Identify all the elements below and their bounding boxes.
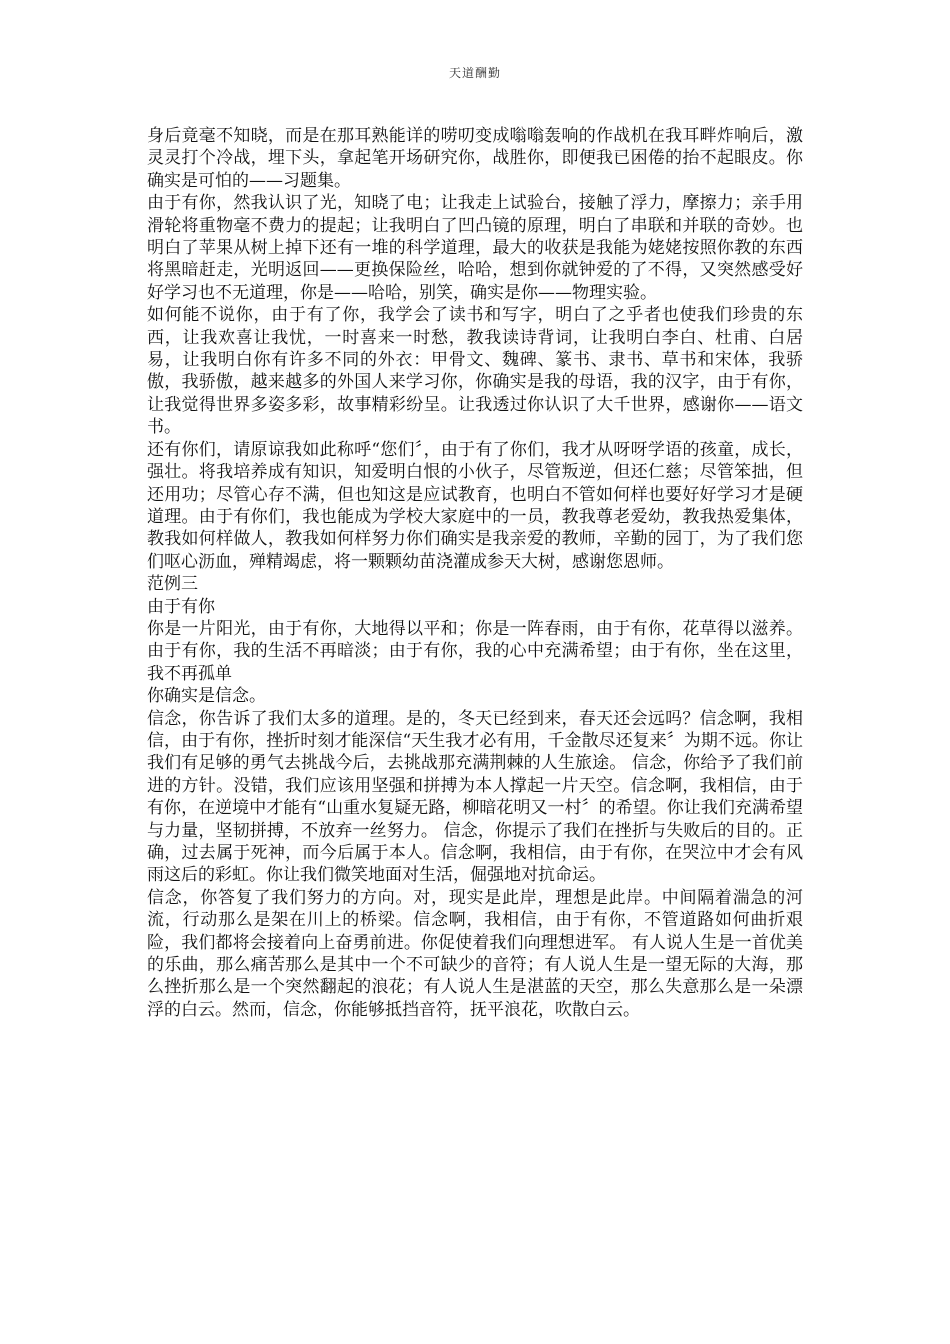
paragraph-exercise-book: 身后竟毫不知晓，而是在那耳熟能详的唠叨变成嗡嗡轰响的作战机在我耳畔炸响后，激灵灵打个冷战，埋下头，拿起笔开场研究你，战胜你，即便我已困倦的抬不起眼皮。你确实是可怕的——习题集。 (147, 126, 803, 191)
paragraph-belief-direction: 信念，你答复了我们努力的方向。对，现实是此岸，理想是此岸。中间隔着湍急的河流，行动那么是架在川上的桥梁。信念啊，我相信，由于有你，不管道路如何曲折艰险，我们都将会接着向上奋勇前进。你促使着我们向理想进军。 有人说人生是一首优美的乐曲，那么痛苦那么是其中一个不可缺少的音符；有人说人生是一望无际的大海，那么挫折那么是一个突然翻起的浪花；有人说人生是湛蓝的天空，那么失意那么是一朵漂浮的白云。然而，信念，你能够抵挡音符，抚平浪花，吹散白云。 (147, 887, 803, 1020)
paragraph-teachers: 还有你们，请原谅我如此称呼“您们〞，由于有了你们，我才从呀呀学语的孩童，成长，强壮。将我培养成有知识，知爱明白恨的小伙子，尽管叛逆，但还仁慈；尽管笨拙，但还用功；尽管心存不满，但也知这是应试教育，也明白不管如何样也要好好学习才是硬道理。由于有你们，我也能成为学校大家庭中的一员，教我尊老爱幼，教我热爱集体，教我如何样做人，教我如何样努力你们确实是我亲爱的教师，辛勤的园丁，为了我们您们呕心沥血，殚精竭虑，将一颗颗幼苗浇灌成参天大树，感谢您恩师。 (147, 439, 803, 572)
paragraph-belief-lessons: 信念，你告诉了我们太多的道理。是的，冬天已经到来，春天还会远吗？信念啊，我相信，由于有你，挫折时刻才能深信“天生我才必有用，千金散尽还复来〞为期不远。你让我们有足够的勇气去挑战今后，去挑战那充满荆棘的人生旅途。 信念，你给予了我们前进的方针。没错，我们应该用坚强和拼搏为本人撑起一片天空。信念啊，我相信，由于有你，在逆境中才能有“山重水复疑无路，柳暗花明又一村〞的希望。你让我们充满希望与力量，坚韧拼搏，不放弃一丝努力。 信念，你提示了我们在挫折与失败后的目的。正确，过去属于死神，而今后属于本人。信念啊，我相信，由于有你，在哭泣中才会有风雨这后的彩虹。你让我们微笑地面对生活，倔强地对抗命运。 (147, 708, 803, 886)
paragraph-physics-experiment: 由于有你，然我认识了光，知晓了电；让我走上试验台，接触了浮力，摩擦力；亲手用滑轮将重物毫不费力的提起；让我明白了凹凸镜的原理，明白了串联和并联的奇妙。也明白了苹果从树上掉下还有一堆的科学道理，最大的收获是我能为姥姥按照你教的东西将黑暗赶走，光明返回——更换保险丝，哈哈，想到你就钟爱的了不得，又突然感受好好学习也不无道理，你是——哈哈，别笑，确实是你——物理实验。 (147, 193, 803, 303)
paragraph-you-are-belief: 你确实是信念。 (147, 686, 266, 707)
section-heading-example-three: 范例三 (147, 574, 198, 595)
paragraph-because-of-you: 你是一片阳光，由于有你，大地得以平和；你是一阵春雨，由于有你，花草得以滋养。由于有你，我的生活不再暗淡；由于有你，我的心中充满希望；由于有你，坐在这里，我不再孤单 (147, 618, 803, 684)
paragraph-chinese-book: 如何能不说你，由于有了你，我学会了读书和写字，明白了之乎者也使我们珍贵的东西，让我欢喜让我忧，一时喜来一时愁，教我读诗背词，让我明白李白、杜甫、白居易，让我明白你有许多不同的外衣：甲骨文、魏碑、篆书、隶书、草书和宋体，我骄傲，我骄傲，越来越多的外国人来学习你，你确实是我的母语，我的汉字，由于有你，让我觉得世界多姿多彩，故事精彩纷呈。让我透过你认识了大千世界，感谢你——语文书。 (147, 305, 803, 438)
essay-title: 由于有你 (147, 596, 215, 617)
page-header: 天道酬勤 (448, 66, 501, 80)
document-body (147, 125, 803, 1021)
